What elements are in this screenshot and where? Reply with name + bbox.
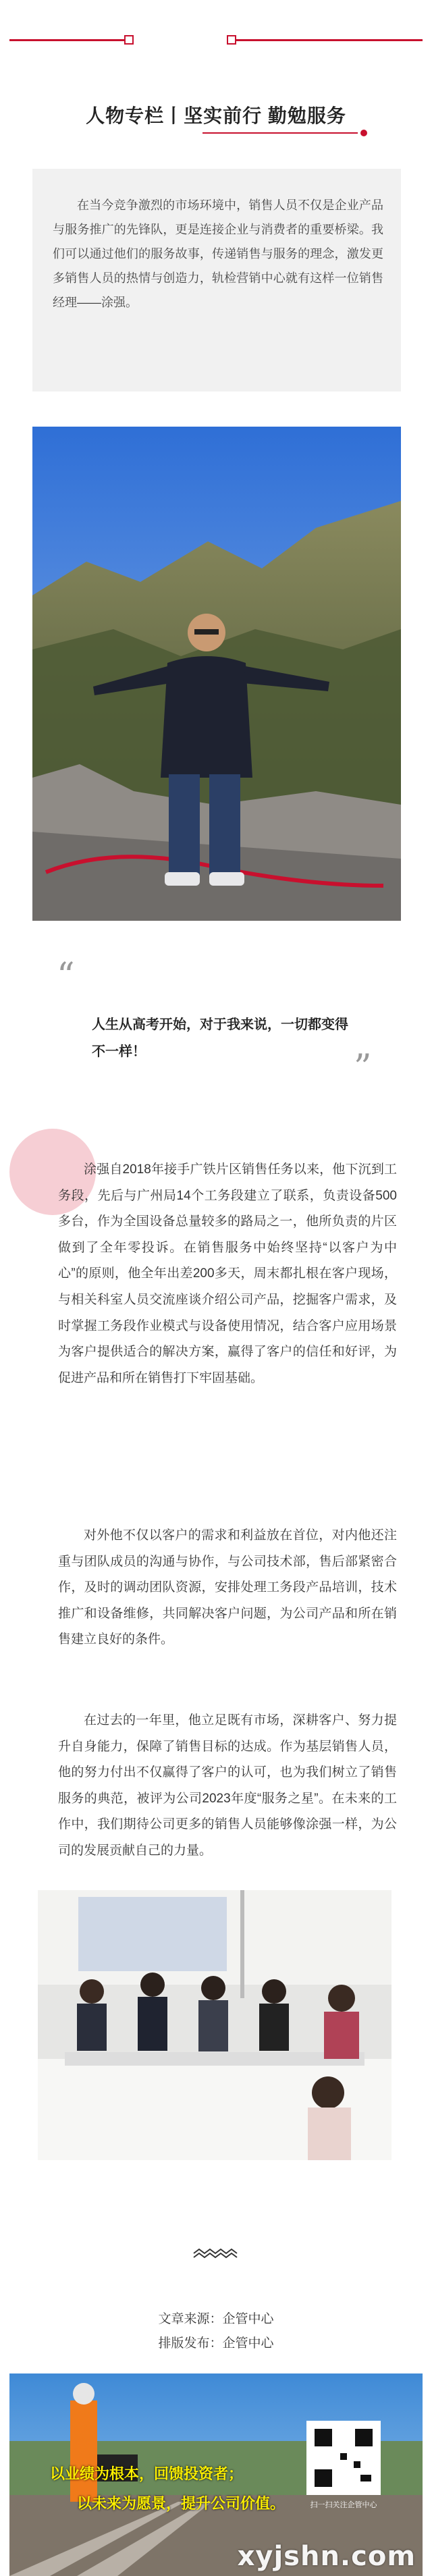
meeting-photo-graphic	[38, 1890, 392, 2160]
body-paragraph-3	[58, 1708, 397, 1864]
squiggle-divider	[192, 2248, 240, 2259]
portrait-photo	[32, 427, 401, 921]
header-square-right	[227, 35, 236, 45]
intro-box	[32, 169, 401, 392]
footer-banner	[9, 2373, 423, 2576]
body-paragraph-text: 在过去的一年里，他立足既有市场，深耕客户、努力提升自身能力，保障了销售目标的达成。作为基层销售人员，他的努力付出不仅赢得了客户的认可，也为我们树立了销售服务的典范，被评为公司2023年度“服务之星”。在未来的工作中，我们期待公司更多的销售人员能够像涂强一样，为公司的发展贡献自己的力量。	[58, 1713, 397, 1858]
article-publisher: 排版发布：企管中心	[158, 2336, 274, 2351]
header-square-left	[124, 35, 134, 45]
quote-close-mark: ”	[354, 1048, 372, 1088]
body-paragraph-2	[58, 1523, 397, 1653]
intro-text: 在当今竞争激烈的市场环境中，销售人员不仅是企业产品与服务推广的先锋队，更是连接企业与消费者的重要桥梁。我们可以通过他们的服务故事，传递销售与服务的理念，激发更多销售人员的热情与创造力，轨检营销中心就有这样一位销售经理——涂强。	[53, 198, 383, 309]
body-paragraph-text: 对外他不仅以客户的需求和利益放在首位，对内他还注重与团队成员的沟通与协作，与公司技术部，售后部紧密合作，及时的调动团队资源，安排处理工务段产品培训，技术推广和设备维修，共同解决客户问题，为公司产品和所在销售建立良好的条件。	[58, 1528, 397, 1647]
header-rule-right	[236, 39, 423, 41]
title-underline-dot	[360, 130, 367, 136]
banner-slogan-1: 以业绩为根本，回馈投资者；	[50, 2465, 244, 2482]
meeting-photo	[38, 1890, 392, 2160]
watermark: xyjshn.com	[237, 2541, 416, 2572]
quote-text: 人生从高考开始，对于我来说，一切都变得不一样！	[92, 1017, 348, 1059]
article-source: 文章来源：企管中心	[158, 2312, 274, 2326]
qr-caption: 扫一扫关注企管中心	[310, 2501, 377, 2509]
portrait-photo-graphic	[32, 427, 401, 921]
page-title: 人物专栏丨坚实前行 勤勉服务	[86, 105, 346, 126]
body-paragraph-text: 涂强自2018年接手广铁片区销售任务以来，他下沉到工务段，先后与广州局14个工务段建立了联系，负责设备500多台，作为全国设备总量较多的路局之一，他所负责的片区做到了全年零投诉。在销售服务中始终坚持“以客户为中心”的原则，他全年出差200多天，周末都扎根在客户现场，与相关科室人员交流座谈介绍公司产品，挖掘客户需求，及时掌握工务段作业模式与设备使用情况，结合客户应用场景为客户提供适合的解决方案，赢得了客户的信任和好评，为促进产品和所在销售打下牢固基础。	[58, 1162, 397, 1385]
body-paragraph-1	[58, 1157, 397, 1391]
quote-open-mark: “	[57, 956, 75, 996]
header-rule-left	[9, 39, 124, 41]
banner-slogan-2: 以未来为愿景，提升公司价值。	[77, 2495, 286, 2512]
title-underline	[202, 132, 358, 134]
